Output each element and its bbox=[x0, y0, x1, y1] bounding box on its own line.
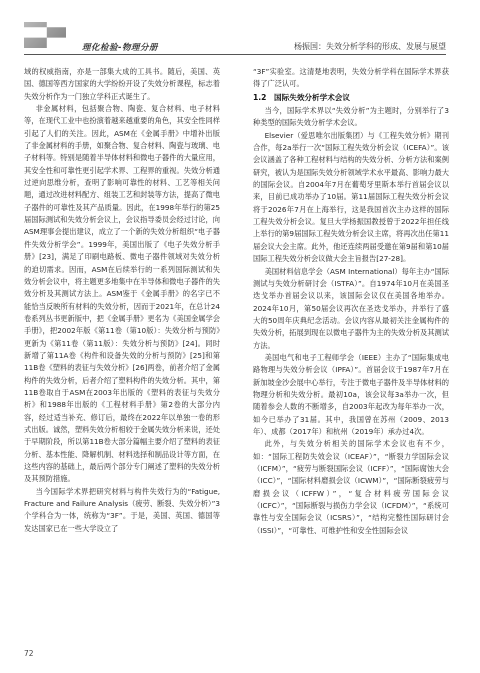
paragraph: 美国电气和电子工程师学会（IEEE）主办了“国际集成电路物理与失效分析会议（IPFA）”。首届会议于1987年7月在新加坡金沙会展中心举行，专注于微电子器件及半导体材料的物理分析和失效分析。最初10a，该会议每3a举办一次，但随着参会人数的不断增多，自2003年起改为每年举办一次，如今已举办了31届。其中，我国曾在苏州（2009、2013年）、成都（2017年）和杭州（2019年）承办过4次。 bbox=[253, 352, 449, 436]
paragraph: 当今，国际学术界以“失效分析”为主题时，分别举行了3种类型的国际失效分析学术会议。 bbox=[253, 106, 449, 128]
section-heading: 1.2 国际失效分析学术会议 bbox=[253, 92, 350, 102]
page-number: 72 bbox=[24, 649, 34, 658]
paragraph: “3F”实验室。这清楚地表明，失效分析学科在国际学术界获得了广泛认可。 bbox=[253, 67, 449, 89]
running-head: 杨振国：失效分析学科的形成、发展与展望 bbox=[294, 42, 446, 51]
page-header bbox=[0, 0, 480, 52]
paragraph: 此外，与失效分析相关的国际学术会议也有不少，如：“国际工程防失效会议（ICEAF）”，“断裂力学国际会议（ICFM）”，“疲劳与断裂国际会议（ICFF）”，“国际腐蚀大会（ICC）”，“国际材料磨损会议（ICWM）”，“国际断裂疲劳与磨损会议（ICFFW）”，“复合材料疲劳国际会议（ICFC）”，“国际断裂与损伤力学会议（ICFDM）”，“系统可靠性与安全国际会议（ICSRS）”，“结构完整性国际研讨会（ISSI）”，“可靠性、可维护性和安全性国际会议 bbox=[253, 439, 449, 535]
paragraph: 非金属材料，包括聚合物、陶瓷、复合材料、电子材料等，在现代工业中也扮演着越来越重要的角色，其安全性同样引起了人们的关注。因此，ASM在《金属手册》中增补出版了非金属材料的手册，如聚合物、复合材料、陶瓷与玻璃、电子材料等。特别是随着半导体材料和微电子器件的大量应用，其安全性和可靠性更引起学术界、工程界的重视。失效分析通过逆向思维分析，查明了影响可靠性的材料、工艺等相关问题，通过改进材料配方、组装工艺和封装等方法，提高了微电子器件的可靠性及其产品质量。因此，在1998年举行的第25届国际测试和失效分析会议上，会议指导委员会经过讨论，向ASM理事会提出建议，成立了一个新的失效分析组织“电子器件失效分析学会”。1999年，美国出版了《电子失效分析手册》[23]，满足了印刷电路板、微电子器件领域对失效分析的迫切需求。因而，ASM在后续举行的一系列国际测试和失效分析会议中，将主题更多地集中在半导体和微电子器件的失效分析及其测试方法上。ASM鉴于《金属手册》的名字已不能恰当反映所有材料的失效分析，因而于2021年，在总计24卷系列丛书更新版中，把《金属手册》更名为《美国金属学会手册》，把2002年版《第11卷（第10版）：失效分析与预防》更新为《第11卷（第11版）：失效分析与预防》[24]。同时新增了第11A卷《构件和设备失效的分析与预防》[25]和第11B卷《塑料的表征与失效分析》[26]两卷，前者介绍了金属构件的失效分析，后者介绍了塑料构件的失效分析。其中，第11B卷取自于ASM在2003年出版的《塑料的表征与失效分析》和1988年出版的《工程材料手册》第2卷的大部分内容，经过适当补充、修订后，最终在2022年以单独一卷的形式出版。诚然，塑料失效分析相较于金属失效分析来说，还处于早期阶段，所以第11B卷大部分篇幅主要介绍了塑料的表征分析、基本性能、降解机制、材料选择和制品设计等方面，在这些内容的基础上，最后两个部分专门阐述了塑料的失效分析及其预防措施。 bbox=[24, 104, 220, 484]
paragraph: 美国材料信息学会（ASM International）每年主办“国际测试与失效分析研讨会（ISTFA）”。自1974年10月在美国圣迭戈举办首届会议以来，该国际会议仅在美国各地举办。2024年10月，第50届会议再次在圣迭戈举办，并举行了盛大的50周年庆典纪念活动。会议内容从最初关注金属构件的失效分析，拓展到现在以微电子器件为主的失效分析及其测试方法。 bbox=[253, 266, 449, 350]
journal-name: 理化检验-物理分册 bbox=[82, 43, 159, 53]
header-rule bbox=[24, 54, 446, 55]
left-column bbox=[24, 66, 220, 535]
paragraph: Elsevier（爱思唯尔出版集团）与《工程失效分析》期刊合作，每2a举行一次“国际工程失效分析会议（ICEFA）”。该会议涵盖了各种工程材料与结构的失效分析、分析方法和案例研究，被认为是国际失效分析领域学术水平最高、影响力最大的国际会议。自2004年7月在葡萄牙里斯本举行首届会议以来，目前已成功举办了10届。第11届国际工程失效分析会议将于2026年7月在上海举行，这是我国首次主办这样的国际工程失效分析会议。复旦大学杨振国教授曾于2022年担任线上举行的第9届国际工程失效分析会议主席，将再次出任第11届会议大会主席。此外，他还连续两届受邀在第9届和第10届国际工程失效分析会议做大会主旨报告[27-28]。 bbox=[253, 130, 449, 264]
journal-logo bbox=[24, 22, 84, 48]
paragraph: 域的权威指南，亦是一部集大成的工具书。随后，美国、英国、德国等西方国家的大学纷纷开设了失效分析课程，标志着失效分析作为一门独立学科正式诞生了。 bbox=[24, 67, 220, 101]
right-column bbox=[253, 66, 449, 537]
paragraph: 当今国际学术界把研究材料与构件失效行为的“Fatigue, Fracture and Failure Analysis（疲劳、断裂、失效分析）”3个学科合为一体，统称为“3F”。于是，美国、英国、德国等发达国家已在一些大学设立了 bbox=[24, 486, 220, 533]
